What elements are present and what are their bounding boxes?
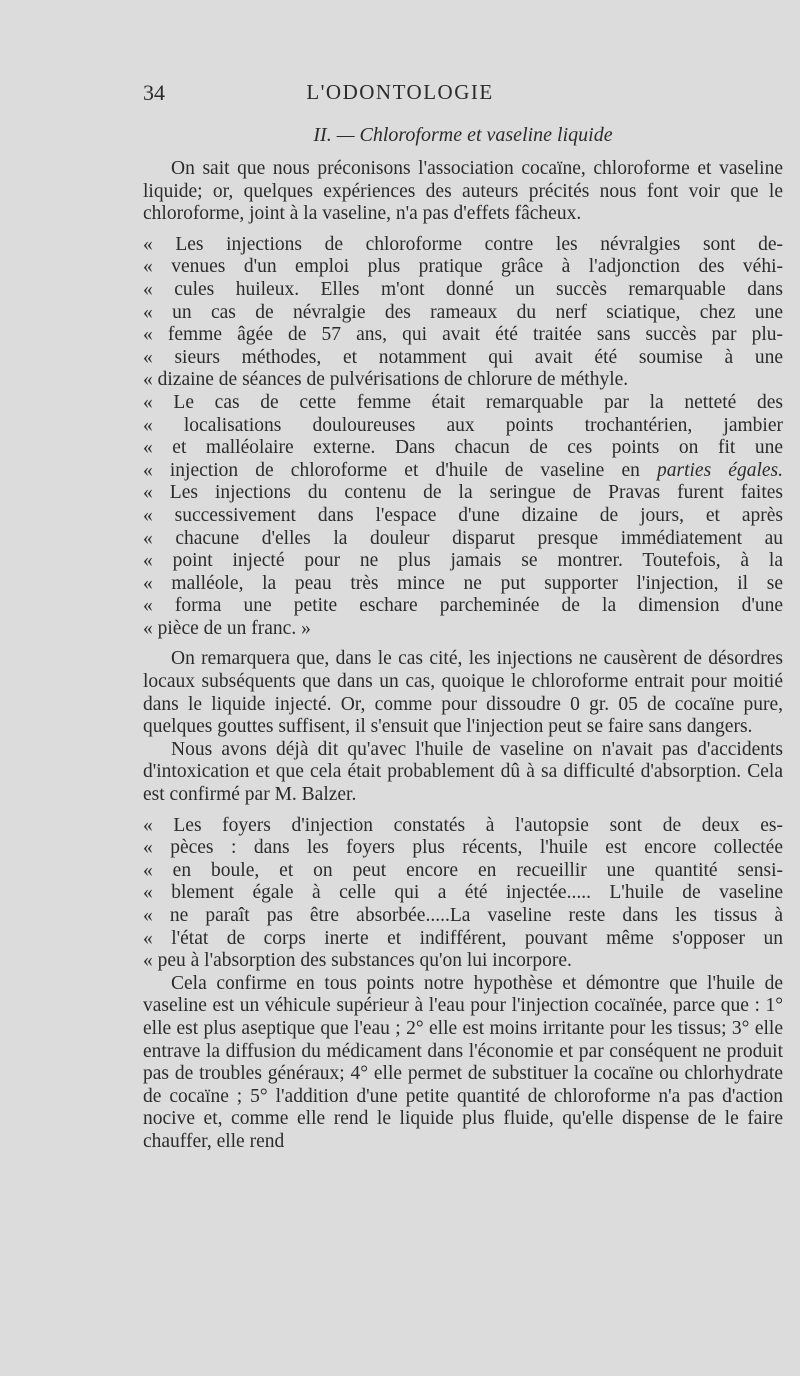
quote-line: « Les injections du contenu de la seringue de Pravas furent faites bbox=[143, 482, 783, 504]
quote-line: « pièce de un franc. » bbox=[143, 617, 311, 639]
quote-line: « et malléolaire externe. Dans chacun de ces points on fit une bbox=[143, 437, 783, 459]
quote-line: « venues d'un emploi plus pratique grâce à l'adjonction des véhi- bbox=[143, 256, 783, 278]
quote-line: « en boule, et on peut encore en recueillir une quantité sensi- bbox=[143, 859, 783, 881]
quote-line: « Les foyers d'injection constatés à l'autopsie sont de deux es- bbox=[143, 814, 783, 836]
quote-line: « dizaine de séances de pulvérisations de chlorure de méthyle. bbox=[143, 369, 629, 391]
quote-line: « ne paraît pas être absorbée.....La vaseline reste dans les tissus à bbox=[143, 905, 783, 926]
quote-line: « Les injections de chloroforme contre les névralgies sont de- bbox=[143, 233, 783, 255]
quote-line: « peu à l'absorption des substances qu'on lui incorpore. bbox=[143, 950, 572, 972]
quote-line: « femme âgée de 57 ans, qui avait été traitée sans succès par plu- bbox=[143, 324, 783, 346]
quote-line: « forma une petite eschare parcheminée de la dimension d'une bbox=[143, 595, 783, 617]
body-text bbox=[143, 158, 783, 1154]
quotation-2 bbox=[143, 392, 783, 641]
quote-line bbox=[143, 460, 783, 483]
emphasis-parties-egales: parties égales. bbox=[657, 459, 783, 481]
quote-line: « un cas de névralgie des rameaux du nerf sciatique, chez une bbox=[143, 301, 783, 323]
quote-line: « successivement dans l'espace d'une dizaine de jours, et après bbox=[143, 504, 783, 526]
quote-line: « pèces : dans les foyers plus récents, l'huile est encore collectée bbox=[143, 837, 783, 859]
running-title: L'ODONTOLOGIE bbox=[306, 80, 494, 104]
quote-line: « sieurs méthodes, et notamment qui avait été soumise à une bbox=[143, 346, 783, 368]
quote-line: « point injecté pour ne plus jamais se montrer. Toutefois, à la bbox=[143, 550, 783, 572]
quotation-3 bbox=[143, 815, 783, 973]
quote-line: « blement égale à celle qui a été injectée..... L'huile de vaseline bbox=[143, 882, 783, 904]
paragraph-1: On sait que nous préconisons l'association cocaïne, chloroforme et vaseline liquide; or, quelques expériences des auteurs précités nous font voir que le chloroforme, joint à la vaseline, n'a pas d'effets fâcheux. bbox=[143, 158, 783, 225]
paragraph-4: Cela confirme en tous points notre hypothèse et démontre que l'huile de vaseline est un véhicule supérieur à l'eau pour l'injection cocaïnée, parce que : 1° elle est plus aseptique que l'eau ; 2° elle est moins irritante pour les tissus; 3° elle entrave la diffusion du médicament dans l'économie et par conséquent ne produit pas de troubles généraux; 4° elle permet de substituer la cocaïne ou chlorhydrate de cocaïne ; 5° l'addition d'une petite quantité de chloroforme n'a pas d'action nocive et, comme elle rend le liquide plus fluide, qu'elle dispense de le faire chauffer, elle rend bbox=[143, 972, 783, 1152]
quote-line: « chacune d'elles la douleur disparut presque immédiatement au bbox=[143, 527, 783, 549]
section-heading: II. — Chloroforme et vaseline liquide bbox=[313, 124, 613, 146]
paragraph-2: On remarquera que, dans le cas cité, les injections ne causèrent de désordres locaux subséquents que dans un cas, quoique le chloroforme entrait pour moitié dans le liquide injecté. Or, comme pour dissoudre 0 gr. 05 de cocaïne pure, quelques gouttes suffisent, il s'ensuit que l'injection peut se faire sans dangers. bbox=[143, 648, 783, 738]
quote-line: « malléole, la peau très mince ne put supporter l'injection, il se bbox=[143, 572, 783, 594]
quote-line-text: « injection de chloroforme et d'huile de vaseline en bbox=[143, 459, 657, 481]
quote-line: « localisations douloureuses aux points trochantérien, jambier bbox=[143, 414, 783, 436]
quote-line: « Le cas de cette femme était remarquable par la netteté des bbox=[143, 391, 783, 413]
quote-line: « l'état de corps inerte et indifférent, pouvant même s'opposer un bbox=[143, 927, 783, 949]
page-header bbox=[0, 80, 800, 110]
page-number: 34 bbox=[143, 80, 165, 105]
quotation-1 bbox=[143, 234, 783, 392]
paragraph-3: Nous avons déjà dit qu'avec l'huile de vaseline on n'avait pas d'accidents d'intoxication et que cela était probablement dû à sa difficulté d'absorption. Cela est confirmé par M. Balzer. bbox=[143, 738, 783, 806]
quote-line: « cules huileux. Elles m'ont donné un succès remarquable dans bbox=[143, 278, 783, 300]
